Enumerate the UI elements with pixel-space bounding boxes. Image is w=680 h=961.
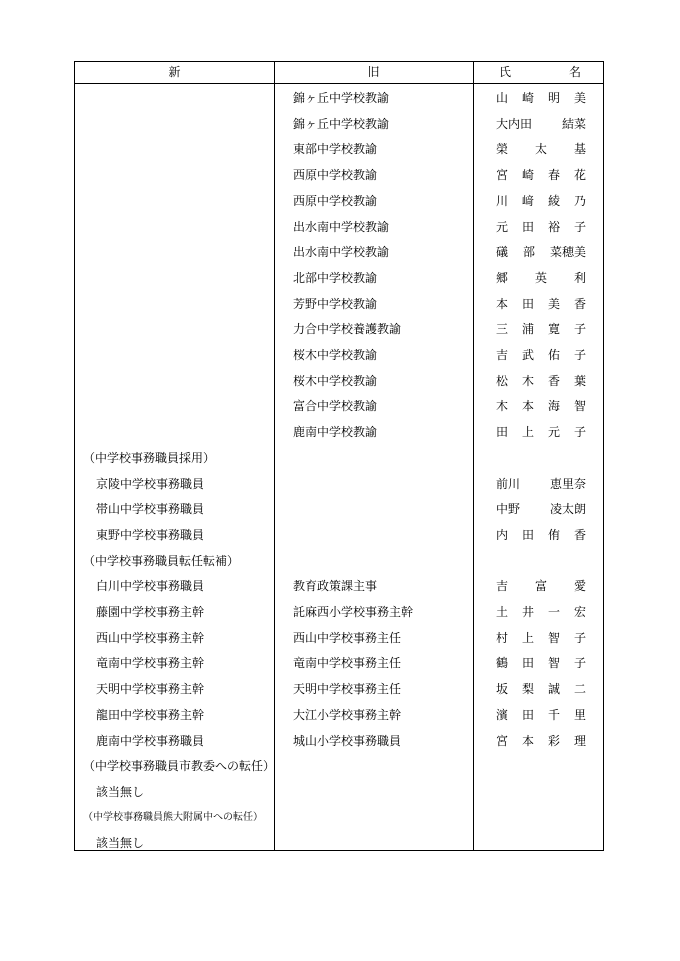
name-part: 坂 [496, 682, 509, 697]
name-part: 香 [573, 527, 586, 542]
person-name [496, 522, 586, 548]
old-position: 出水南中学校教諭 [293, 245, 390, 260]
new-position: 東野中学校事務職員 [96, 527, 205, 542]
person-name [496, 85, 586, 111]
name-part: 花 [573, 168, 586, 183]
name-part: 武 [521, 348, 534, 362]
table-row [75, 136, 603, 162]
header-old: 旧 [367, 65, 380, 79]
section-heading: （中学校事務職員熊大附属中への転任） [83, 811, 263, 823]
person-name [496, 573, 586, 599]
name-part: 榮 [496, 142, 509, 157]
name-part: 田 [521, 707, 534, 722]
name-part: 美 [547, 296, 560, 311]
old-position: 西原中学校教諭 [293, 168, 378, 183]
new-position: 該当無し [96, 836, 145, 851]
name-part: 田 [521, 296, 534, 311]
name-part: 子 [573, 425, 586, 440]
person-name [496, 342, 586, 368]
table-row [75, 650, 603, 676]
table-row [75, 753, 603, 779]
name-part: 一 [547, 605, 560, 619]
name-part: 元 [547, 425, 560, 440]
person-name [496, 214, 586, 240]
table-row [75, 471, 603, 497]
name-part: 本 [521, 399, 534, 414]
old-position: 東部中学校教諭 [293, 142, 378, 157]
name-part: 寛 [547, 322, 560, 337]
name-part: 侑 [547, 527, 560, 542]
old-position: 出水南中学校教諭 [293, 219, 390, 234]
name-part: 美 [573, 91, 586, 105]
name-part: 智 [547, 656, 560, 671]
name-part: 宮 [496, 733, 509, 748]
new-position: 竜南中学校事務主幹 [96, 656, 205, 671]
new-position: 藤園中学校事務主幹 [96, 605, 205, 619]
name-part: 上 [521, 630, 534, 645]
name-part: 部 [522, 245, 535, 260]
old-position: 大江小学校事務主幹 [293, 707, 402, 722]
name-part: 土 [496, 605, 509, 619]
table-row [75, 188, 603, 214]
table-row [75, 111, 603, 137]
name-part: 裕 [547, 219, 560, 234]
old-position: 芳野中学校教諭 [293, 296, 378, 311]
name-part: 山 [496, 91, 509, 105]
old-position: 錦ヶ丘中学校教諭 [293, 91, 390, 105]
name-part: 田 [521, 219, 534, 234]
old-position: 富合中学校教諭 [293, 399, 378, 414]
name-part: 宮 [496, 168, 509, 183]
name-part: 大内田 [496, 116, 533, 131]
table-row [75, 625, 603, 651]
name-part: 利 [573, 270, 586, 285]
name-part: 基 [573, 142, 586, 157]
table-row [75, 342, 603, 368]
table-row [75, 239, 603, 265]
name-part: 子 [573, 219, 586, 234]
person-name [496, 111, 586, 137]
header-name-2: 名 [568, 65, 581, 79]
personnel-table [74, 61, 604, 851]
person-name [496, 162, 586, 188]
name-part: 智 [547, 630, 560, 645]
name-part: 松 [496, 373, 509, 388]
name-part: 理 [573, 733, 586, 748]
person-name [496, 239, 586, 265]
new-position: 天明中学校事務主幹 [96, 682, 205, 697]
name-part: 郷 [496, 270, 509, 285]
name-part: 礒 [496, 245, 509, 260]
name-part: 彩 [547, 733, 560, 748]
header-divider [75, 83, 603, 84]
table-row [75, 779, 603, 805]
new-position: 該当無し [96, 784, 145, 799]
name-part: 崎 [521, 168, 534, 183]
table-row [75, 573, 603, 599]
person-name [496, 599, 586, 625]
name-part: 二 [573, 682, 586, 697]
old-position: 託麻西小学校事務主幹 [293, 605, 414, 619]
person-name [496, 393, 586, 419]
table-row [75, 676, 603, 702]
name-part: 子 [573, 656, 586, 671]
table-row [75, 522, 603, 548]
person-name [496, 188, 586, 214]
old-position: 力合中学校養護教諭 [293, 322, 402, 337]
section-heading: （中学校事務職員転任転補） [83, 553, 240, 568]
name-part: 中野 [496, 502, 521, 517]
name-part: 吉 [496, 579, 509, 594]
name-part: 富 [534, 579, 547, 594]
name-part: 佑 [547, 348, 560, 362]
name-part: 子 [573, 348, 586, 362]
header-name [473, 62, 603, 83]
name-part: 元 [496, 219, 509, 234]
person-name [496, 265, 586, 291]
new-position: 京陵中学校事務職員 [96, 476, 205, 491]
name-part: 﨑 [521, 193, 534, 208]
name-part: 愛 [573, 579, 586, 594]
new-position: 龍田中学校事務主幹 [96, 707, 205, 722]
name-part: 結菜 [561, 116, 586, 131]
person-name [496, 316, 586, 342]
name-part: 英 [534, 270, 547, 285]
name-part: 菜穂美 [549, 245, 586, 260]
section-heading: （中学校事務職員採用） [83, 450, 216, 465]
name-part: 子 [573, 630, 586, 645]
old-position: 北部中学校教諭 [293, 270, 378, 285]
table-row [75, 85, 603, 111]
table-row [75, 291, 603, 317]
new-position: 西山中学校事務主幹 [96, 630, 205, 645]
person-name [496, 728, 586, 754]
table-row [75, 805, 603, 831]
name-part: 海 [547, 399, 560, 414]
name-part: 前川 [496, 476, 521, 491]
name-part: 田 [521, 527, 534, 542]
name-part: 凌太朗 [549, 502, 586, 517]
table-row [75, 830, 603, 856]
person-name [496, 650, 586, 676]
name-part: 春 [547, 168, 560, 183]
table-row [75, 162, 603, 188]
old-position: 西山中学校事務主任 [293, 630, 402, 645]
table-row [75, 496, 603, 522]
person-name [496, 676, 586, 702]
old-position: 竜南中学校事務主任 [293, 656, 402, 671]
old-position: 教育政策課主事 [293, 579, 378, 594]
person-name [496, 136, 586, 162]
name-part: 千 [547, 707, 560, 722]
name-part: 三 [496, 322, 509, 337]
table-row [75, 445, 603, 471]
name-part: 子 [573, 322, 586, 337]
name-part: 鶴 [496, 656, 509, 671]
name-part: 本 [496, 296, 509, 311]
old-position: 城山小学校事務職員 [293, 733, 402, 748]
name-part: 綾 [547, 193, 560, 208]
old-position: 錦ヶ丘中学校教諭 [293, 116, 390, 131]
name-part: 智 [573, 399, 586, 414]
name-part: 木 [521, 373, 534, 388]
name-part: 浦 [521, 322, 534, 337]
name-part: 井 [521, 605, 534, 619]
name-part: 香 [547, 373, 560, 388]
name-part: 崎 [521, 91, 534, 105]
header-new: 新 [168, 65, 181, 79]
name-part: 木 [496, 399, 509, 414]
name-part: 恵里奈 [549, 476, 586, 491]
table-row [75, 419, 603, 445]
header-name-1: 氏 [499, 65, 512, 79]
name-part: 香 [573, 296, 586, 311]
person-name [496, 419, 586, 445]
table-row [75, 548, 603, 574]
person-name [496, 291, 586, 317]
old-position: 西原中学校教諭 [293, 193, 378, 208]
name-part: 誠 [547, 682, 560, 697]
table-row [75, 702, 603, 728]
name-part: 上 [521, 425, 534, 440]
name-part: 村 [496, 630, 509, 645]
person-name [496, 496, 586, 522]
table-row [75, 728, 603, 754]
old-position: 天明中学校事務主任 [293, 682, 402, 697]
new-position: 鹿南中学校事務職員 [96, 733, 205, 748]
section-heading: （中学校事務職員市教委への転任） [83, 759, 276, 774]
name-part: 乃 [573, 193, 586, 208]
person-name [496, 625, 586, 651]
table-row [75, 368, 603, 394]
person-name [496, 368, 586, 394]
name-part: 宏 [573, 605, 586, 619]
person-name [496, 702, 586, 728]
name-part: 葉 [573, 373, 586, 388]
table-row [75, 265, 603, 291]
name-part: 梨 [521, 682, 534, 697]
name-part: 田 [521, 656, 534, 671]
name-part: 太 [534, 142, 547, 157]
name-part: 明 [547, 91, 560, 105]
name-part: 内 [496, 527, 509, 542]
name-part: 濱 [496, 707, 509, 722]
name-part: 里 [573, 707, 586, 722]
table-row [75, 599, 603, 625]
table-row [75, 214, 603, 240]
new-position: 白川中学校事務職員 [96, 579, 205, 594]
name-part: 本 [521, 733, 534, 748]
old-position: 鹿南中学校教諭 [293, 425, 378, 440]
old-position: 桜木中学校教諭 [293, 348, 378, 362]
name-part: 吉 [496, 348, 509, 362]
table-row [75, 316, 603, 342]
old-position: 桜木中学校教諭 [293, 373, 378, 388]
name-part: 田 [496, 425, 509, 440]
name-part: 川 [496, 193, 509, 208]
table-row [75, 393, 603, 419]
person-name [496, 471, 586, 497]
new-position: 帯山中学校事務職員 [96, 502, 205, 517]
